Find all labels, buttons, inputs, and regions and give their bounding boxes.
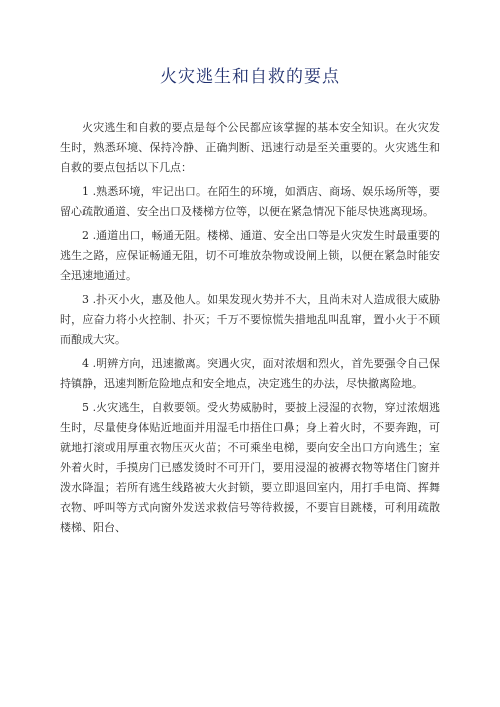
point-5-paragraph: 5 .火灾逃生，自救要领。受火势威胁时，要披上浸湿的衣物，穿过浓烟逃生时，尽量使身体贴近地面并用湿毛巾捂住口鼻；身上着火时，不要奔跑，可就地打滚或用厚重衣物压灭火苗；不可乘坐电梯，要向安全出口方向逃生；室外着火时，手摸房门已感发烫时不可开门，要用浸湿的被褥衣物等堵住门窗并泼水降温；若所有逃生线路被大火封锁，要立即退回室内，用打手电筒、挥舞衣物、呼叫等方式向窗外发送求救信号等待救援，不要盲目跳楼，可利用疏散楼梯、阳台、 — [60, 401, 440, 534]
point-2-paragraph: 2 .通道出口，畅通无阻。楼梯、通道、安全出口等是火灾发生时最重要的逃生之路，应保证畅通无阻，切不可堆放杂物或设闸上锁，以便在紧急时能安全迅速地通过。 — [60, 229, 440, 282]
document-title: 火灾逃生和自救的要点 — [160, 67, 340, 87]
point-4-paragraph: 4 .明辨方向，迅速撤离。突遇火灾，面对浓烟和烈火，首先要强令自己保持镇静，迅速判断危险地点和安全地点，决定逃生的办法，尽快撤离险地。 — [60, 357, 440, 390]
intro-paragraph: 火灾逃生和自救的要点是每个公民都应该掌握的基本安全知识。在火灾发生时，熟悉环境、保持冷静、正确判断、迅速行动是至关重要的。火灾逃生和自救的要点包括以下几点： — [60, 121, 440, 174]
document-body — [60, 118, 440, 542]
point-3-paragraph: 3 .扑灭小火，惠及他人。如果发现火势并不大，且尚未对人造成很大威胁时，应奋力将小火控制、扑灭；千万不要惊慌失措地乱叫乱窜，置小火于不顾而酿成大灾。 — [60, 293, 440, 346]
point-1-paragraph: 1 .熟悉环境，牢记出口。在陌生的环境，如酒店、商场、娱乐场所等，要留心疏散通道、安全出口及楼梯方位等，以便在紧急情况下能尽快逃离现场。 — [60, 185, 440, 218]
